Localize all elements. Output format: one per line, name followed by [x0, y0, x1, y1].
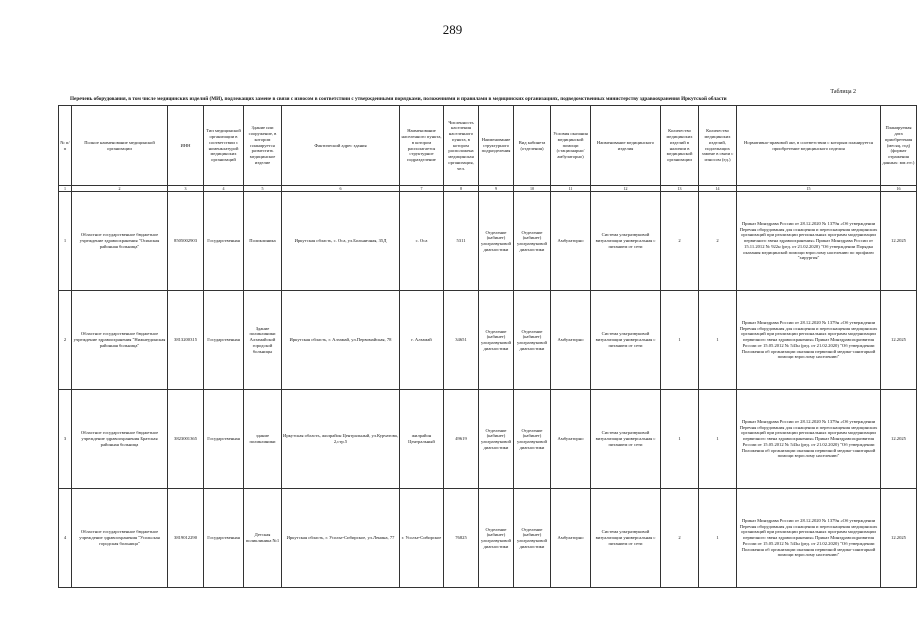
inn: 3819012290 — [168, 489, 204, 588]
column-number: 4 — [204, 186, 244, 192]
organization-name: Областное государственное бюджетное учреждение здравоохранения Братская районная больница — [72, 390, 168, 489]
quantity-available: 1 — [661, 291, 699, 390]
planned-date: 12.2025 — [881, 192, 917, 291]
organization-type: Государственная — [204, 390, 244, 489]
header-cell: Нормативно-правовой акт, в соответствии с которым планируется приобретение медицинского изделия — [737, 106, 881, 186]
care-conditions: Амбулаторно — [551, 489, 591, 588]
settlement: г. Усолье-Сибирское — [400, 489, 444, 588]
population: 5311 — [444, 192, 479, 291]
header-cell: Количество медицинских изделий, подлежащих замене в связи с износом (ед.) — [699, 106, 737, 186]
column-number: 3 — [168, 186, 204, 192]
header-cell: ИНН — [168, 106, 204, 186]
header-cell: Наименование населенного пункта, в котором располагается структурное подразделение — [400, 106, 444, 186]
column-number: 13 — [661, 186, 699, 192]
header-cell: Полное наименование медицинской организации — [72, 106, 168, 186]
building: Детская поликлиника №1 — [244, 489, 282, 588]
column-number: 8 — [444, 186, 479, 192]
population: 49619 — [444, 390, 479, 489]
inn: 8505002903 — [168, 192, 204, 291]
quantity-to-replace: 2 — [699, 192, 737, 291]
header-cell: № п/п — [59, 106, 72, 186]
column-number: 15 — [737, 186, 881, 192]
header-cell: Численность населения населенного пункта, в котором расположена медицинская организация, чел. — [444, 106, 479, 186]
population: 34651 — [444, 291, 479, 390]
organization-name: Областное государственное бюджетное учреждение здравоохранения "Усольская городская больница" — [72, 489, 168, 588]
device-name: Система ультразвуковой визуализации универсальная с питанием от сети — [591, 390, 661, 489]
address: Иркутская область, г. Усолье-Сибирское, ул.Ленина, 77 — [282, 489, 400, 588]
quantity-to-replace: 1 — [699, 291, 737, 390]
column-number: 10 — [514, 186, 551, 192]
planned-date: 12.2025 — [881, 390, 917, 489]
column-number: 6 — [282, 186, 400, 192]
table-row — [59, 489, 917, 588]
organization-type: Государственная — [204, 489, 244, 588]
cabinet-type: Отделение (кабинет) ультразвуковой диагностики — [514, 390, 551, 489]
document-title: Перечень оборудования, в том числе медицинских изделий (МИ), подлежащих замене в связи с износом в соответствии с утвержденными порядками, положениями и правилами в медицинских организациях, подведомственных министерству здравоохранения Иркутской области — [70, 96, 727, 102]
column-number: 5 — [244, 186, 282, 192]
legal-act: Приказ Минздрава России от 28.12.2020 № 1379н «Об утверждении Перечня оборудования для оснащения и переоснащения медицинских организаций при реализации региональных программ модернизации первичного звена здравоохранения» Приказ Минздравсоцразвития России от 15.05.2012 № 543н (ред. от 21.02.2020) "Об утверждении Положения об организации оказания первичной медико-санитарной помощи взрослому населению" — [737, 291, 881, 390]
legal-act: Приказ Минздрава России от 28.12.2020 № 1379н «Об утверждении Перечня оборудования для оснащения и переоснащения медицинских организаций при реализации региональных программ модернизации первичного звена здравоохранения» Приказ Минздрава России от 15.11.2012 № 922н (ред. от 21.02.2020) "Об утверждении Порядка оказания медицинской помощи взрослому населению по профилю "хирургия" — [737, 192, 881, 291]
column-number: 2 — [72, 186, 168, 192]
column-number: 11 — [551, 186, 591, 192]
page-number: 289 — [442, 22, 463, 37]
header-cell: Фактический адрес здания — [282, 106, 400, 186]
inn: 3823001365 — [168, 390, 204, 489]
header-cell: Наименование структурного подразделения — [479, 106, 514, 186]
settlement: жилрайон Центральный — [400, 390, 444, 489]
building: здание поликлиники — [244, 390, 282, 489]
column-number: 9 — [479, 186, 514, 192]
device-name: Система ультразвуковой визуализации универсальная с питанием от сети — [591, 291, 661, 390]
table-row — [59, 390, 917, 489]
row-number: 3 — [59, 390, 72, 489]
quantity-available: 2 — [661, 192, 699, 291]
column-number: 7 — [400, 186, 444, 192]
care-conditions: Амбулаторно — [551, 291, 591, 390]
header-cell: Тип медицинской организации в соответствии с номенклатурой медицинских организаций — [204, 106, 244, 186]
column-number: 14 — [699, 186, 737, 192]
building: Поликлиника — [244, 192, 282, 291]
organization-name: Областное государственное бюджетное учреждение здравоохранения "Нижнеудинская районная больница" — [72, 291, 168, 390]
population: 76825 — [444, 489, 479, 588]
row-number: 1 — [59, 192, 72, 291]
address: Иркутская область, с. Оса, ул.Больничная, 35Д — [282, 192, 400, 291]
structural-unit: Отделение (кабинет) ультразвуковой диагностики — [479, 390, 514, 489]
care-conditions: Амбулаторно — [551, 390, 591, 489]
header-cell: Вид кабинета (отделения) — [514, 106, 551, 186]
address: Иркутская область, жилрайон Центральный, ул.Курчатова, 2,стр.5 — [282, 390, 400, 489]
address: Иркутская область, г. Алзамай, ул.Первомайская, 78 — [282, 291, 400, 390]
device-name: Система ультразвуковой визуализации универсальная с питанием от сети — [591, 192, 661, 291]
planned-date: 12.2025 — [881, 489, 917, 588]
cabinet-type: Отделение (кабинет) ультразвуковой диагностики — [514, 489, 551, 588]
table-row — [59, 291, 917, 390]
organization-name: Областное государственное бюджетное учреждение здравоохранения "Осинская районная больница" — [72, 192, 168, 291]
device-name: Система ультразвуковой визуализации универсальная с питанием от сети — [591, 489, 661, 588]
building: Здание поликлиники Алзамайской городской больницы — [244, 291, 282, 390]
quantity-available: 2 — [661, 489, 699, 588]
cabinet-type: Отделение (кабинет) ультразвуковой диагностики — [514, 291, 551, 390]
quantity-to-replace: 1 — [699, 489, 737, 588]
legal-act: Приказ Минздрава России от 28.12.2020 № 1379н «Об утверждении Перечня оборудования для оснащения и переоснащения медицинских организаций при реализации региональных программ модернизации первичного звена здравоохранения» Приказ Минздравсоцразвития России от 15.05.2012 № 543н (ред. от 21.02.2020) "Об утверждении Положения об организации оказания первичной медико-санитарной помощи взрослому населению" — [737, 390, 881, 489]
table-label: Таблица 2 — [830, 89, 856, 95]
structural-unit: Отделение (кабинет) ультразвуковой диагностики — [479, 192, 514, 291]
planned-date: 12.2025 — [881, 291, 917, 390]
header-cell: Наименование медицинского изделия — [591, 106, 661, 186]
row-number: 2 — [59, 291, 72, 390]
structural-unit: Отделение (кабинет) ультразвуковой диагностики — [479, 291, 514, 390]
organization-type: Государственная — [204, 291, 244, 390]
cabinet-type: Отделение (кабинет) ультразвуковой диагностики — [514, 192, 551, 291]
quantity-to-replace: 1 — [699, 390, 737, 489]
equipment-table — [58, 105, 917, 588]
column-number: 12 — [591, 186, 661, 192]
settlement: г. Алзамай — [400, 291, 444, 390]
settlement: с. Оса — [400, 192, 444, 291]
quantity-available: 1 — [661, 390, 699, 489]
table-row — [59, 192, 917, 291]
column-number: 1 — [59, 186, 72, 192]
care-conditions: Амбулаторно — [551, 192, 591, 291]
row-number: 4 — [59, 489, 72, 588]
organization-type: Государственная — [204, 192, 244, 291]
structural-unit: Отделение (кабинет) ультразвуковой диагностики — [479, 489, 514, 588]
inn: 3813200315 — [168, 291, 204, 390]
legal-act: Приказ Минздрава России от 28.12.2020 № 1379н «Об утверждении Перечня оборудования для оснащения и переоснащения медицинских организаций при реализации региональных программ модернизации первичного звена здравоохранения» Приказ Минздравсоцразвития России от 15.05.2012 № 543н (ред. от 21.02.2020) "Об утверждении Положения об организации оказания первичной медико-санитарной помощи взрослому населению" — [737, 489, 881, 588]
header-cell: Планируемая дата приобретения (месяц, год) (формат отражения данных: мм.ггг.) — [881, 106, 917, 186]
header-cell: Условия оказания медицинской помощи (стационарно/амбулаторно) — [551, 106, 591, 186]
column-number: 16 — [881, 186, 917, 192]
header-row — [59, 106, 917, 186]
header-cell: Здание или сооружение, в котором планируется разместить медицинское изделие — [244, 106, 282, 186]
header-cell: Количество медицинских изделий в наличии в медицинской организации — [661, 106, 699, 186]
